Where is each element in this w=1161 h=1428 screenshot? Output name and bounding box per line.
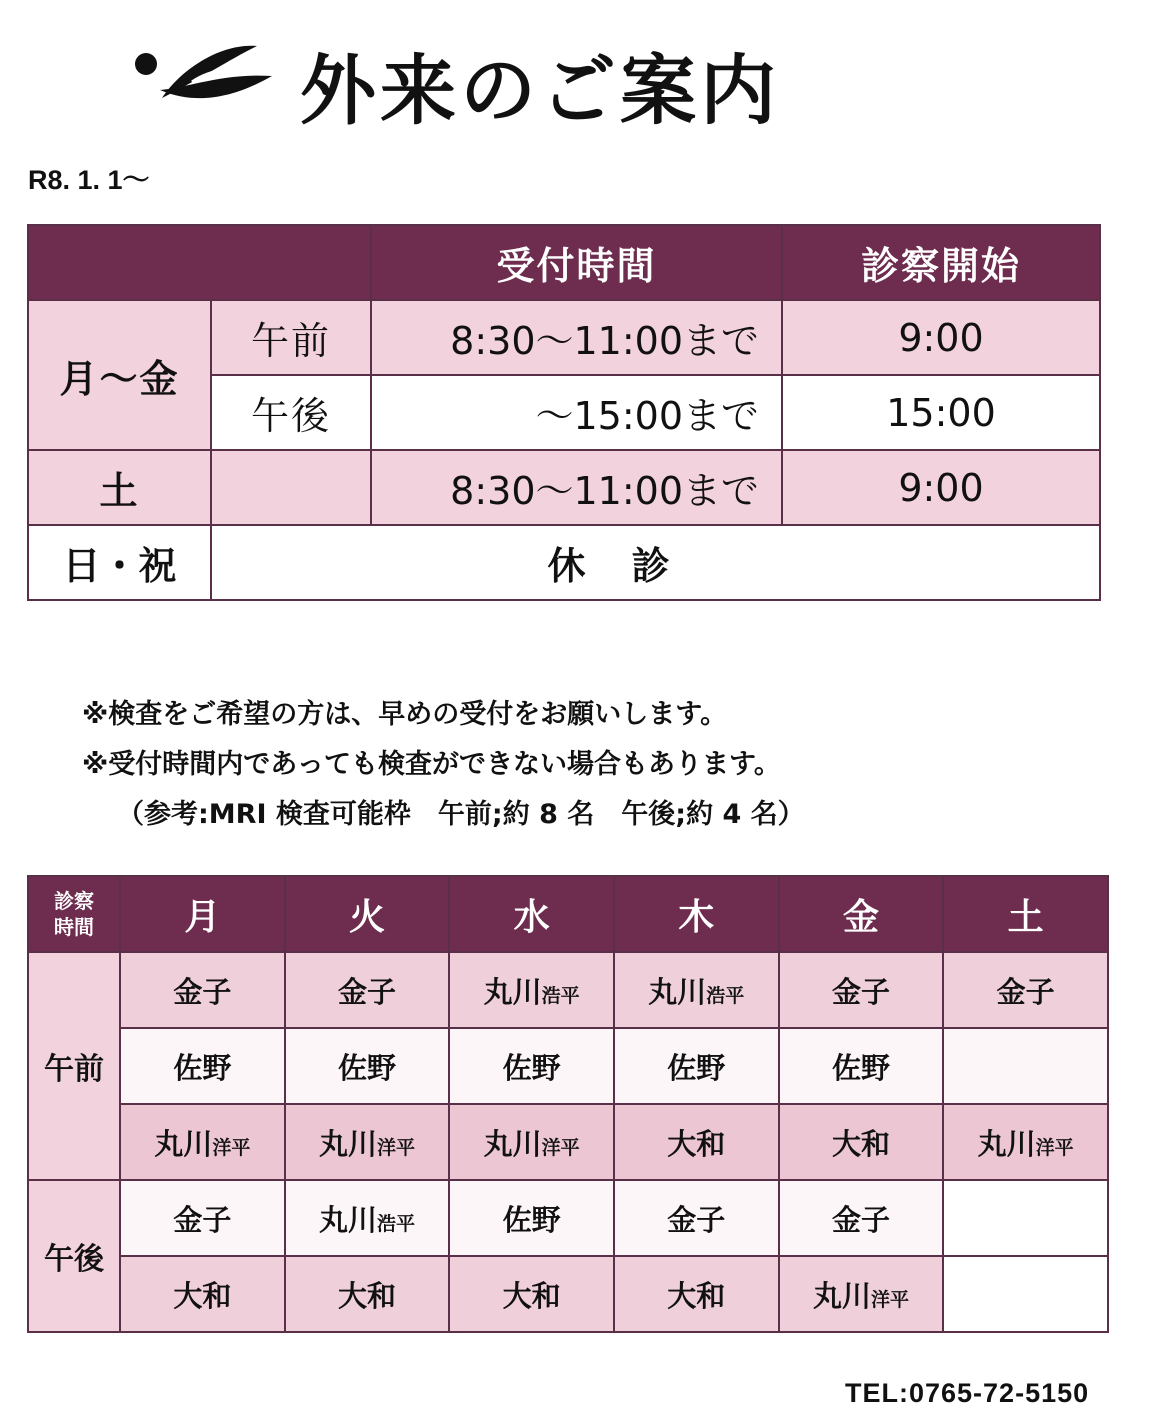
doctor-cell <box>120 1104 285 1180</box>
day-header-thu: 木 <box>614 876 779 952</box>
doctor-given-name: 洋平 <box>1035 1136 1074 1159</box>
am-session-label: 午前 <box>28 952 120 1180</box>
doctor-given-name: 洋平 <box>212 1136 251 1159</box>
doctor-cell <box>943 1104 1108 1180</box>
note-reference: （参考:MRI 検査可能枠 午前;約 8 名 午後;約 4 名） <box>117 799 805 830</box>
schedule-row <box>28 1256 1108 1332</box>
doctor-given-name: 洋平 <box>376 1136 415 1159</box>
am-label: 午前 <box>211 300 371 375</box>
effective-date: R8. 1. 1～ <box>28 165 150 195</box>
doctor-given-name: 洋平 <box>541 1136 580 1159</box>
saturday-empty <box>211 450 371 525</box>
doctor-cell <box>285 1104 450 1180</box>
doctor-cell <box>449 1256 614 1332</box>
doctor-surname: 佐野 <box>502 1050 561 1085</box>
doctor-surname: 大和 <box>173 1278 232 1313</box>
doctor-cell <box>614 1256 779 1332</box>
doctor-surname: 丸川 <box>318 1202 377 1237</box>
doctor-surname: 佐野 <box>667 1050 726 1085</box>
telephone-number: TEL:0765-72-5150 <box>845 1378 1090 1408</box>
doctor-surname: 大和 <box>831 1126 890 1161</box>
doctor-cell <box>943 1028 1108 1104</box>
weekday-pm-start: 15:00 <box>782 375 1100 450</box>
doctor-cell <box>614 952 779 1028</box>
doctor-cell <box>779 952 944 1028</box>
doctor-surname: 丸川 <box>483 974 542 1009</box>
day-header-tue: 火 <box>285 876 450 952</box>
doctor-surname: 大和 <box>667 1278 726 1313</box>
note-line: ※検査をご希望の方は、早めの受付をお願いします。 <box>82 699 728 730</box>
hours-header-row <box>28 225 1100 300</box>
schedule-row <box>28 1180 1108 1256</box>
doctor-surname: 金子 <box>173 1202 232 1237</box>
day-header-fri: 金 <box>779 876 944 952</box>
pm-session-label: 午後 <box>28 1180 120 1332</box>
schedule-row <box>28 1028 1108 1104</box>
doctor-cell <box>120 1256 285 1332</box>
corner-line: 診察 <box>54 889 94 913</box>
leaf-logo-icon <box>132 38 277 108</box>
holiday-label: 日・祝 <box>28 525 211 600</box>
doctor-surname: 金子 <box>337 974 396 1009</box>
schedule-corner <box>28 876 120 952</box>
doctor-surname: 大和 <box>337 1278 396 1313</box>
doctor-surname: 佐野 <box>831 1050 890 1085</box>
doctor-surname: 金子 <box>831 974 890 1009</box>
doctor-cell <box>614 1104 779 1180</box>
doctor-surname: 丸川 <box>977 1126 1036 1161</box>
holiday-row <box>28 525 1100 600</box>
note-line: ※受付時間内であっても検査ができない場合もあります。 <box>82 749 781 780</box>
weekday-am-start: 9:00 <box>782 300 1100 375</box>
doctor-cell <box>449 1028 614 1104</box>
reception-time-header: 受付時間 <box>371 225 782 300</box>
doctor-surname: 金子 <box>667 1202 726 1237</box>
weekday-label: 月～金 <box>28 300 211 450</box>
doctor-given-name: 浩平 <box>541 984 580 1007</box>
notes <box>82 690 805 840</box>
doctor-cell <box>943 1180 1108 1256</box>
doctor-cell <box>943 1256 1108 1332</box>
weekday-pm-reception: ～15:00まで <box>371 375 782 450</box>
doctor-schedule-table <box>27 875 1109 1333</box>
weekday-am-reception: 8:30～11:00まで <box>371 300 782 375</box>
doctor-cell <box>779 1180 944 1256</box>
doctor-given-name: 浩平 <box>706 984 745 1007</box>
doctor-surname: 大和 <box>667 1126 726 1161</box>
doctor-surname: 金子 <box>831 1202 890 1237</box>
exam-start-header: 診察開始 <box>782 225 1100 300</box>
doctor-surname: 金子 <box>996 974 1055 1009</box>
schedule-header-row <box>28 876 1108 952</box>
doctor-given-name: 浩平 <box>376 1212 415 1235</box>
doctor-surname: 佐野 <box>502 1202 561 1237</box>
page-title: 外来のご案内 <box>300 46 780 135</box>
hours-table <box>27 224 1101 601</box>
schedule-body <box>28 952 1108 1332</box>
doctor-surname: 大和 <box>502 1278 561 1313</box>
doctor-cell <box>285 1180 450 1256</box>
doctor-surname: 丸川 <box>483 1126 542 1161</box>
doctor-cell <box>779 1028 944 1104</box>
pm-label: 午後 <box>211 375 371 450</box>
doctor-surname: 佐野 <box>337 1050 396 1085</box>
schedule-row <box>28 952 1108 1028</box>
doctor-cell <box>285 1028 450 1104</box>
doctor-surname: 丸川 <box>154 1126 213 1161</box>
doctor-surname: 佐野 <box>173 1050 232 1085</box>
doctor-surname: 丸川 <box>648 974 707 1009</box>
doctor-cell <box>120 1180 285 1256</box>
day-header-mon: 月 <box>120 876 285 952</box>
saturday-row <box>28 450 1100 525</box>
hours-corner <box>28 225 371 300</box>
doctor-surname: 丸川 <box>318 1126 377 1161</box>
weekday-am-row <box>28 300 1100 375</box>
doctor-surname: 金子 <box>173 974 232 1009</box>
doctor-surname: 丸川 <box>812 1278 871 1313</box>
doctor-cell <box>449 952 614 1028</box>
day-header-sat: 土 <box>943 876 1108 952</box>
doctor-cell <box>614 1028 779 1104</box>
doctor-cell <box>779 1256 944 1332</box>
saturday-start: 9:00 <box>782 450 1100 525</box>
saturday-reception: 8:30～11:00まで <box>371 450 782 525</box>
corner-line: 時間 <box>54 915 94 939</box>
doctor-cell <box>285 952 450 1028</box>
doctor-given-name: 洋平 <box>870 1288 909 1311</box>
saturday-label: 土 <box>28 450 211 525</box>
day-header-wed: 水 <box>449 876 614 952</box>
doctor-cell <box>120 1028 285 1104</box>
doctor-cell <box>943 952 1108 1028</box>
holiday-closed-text: 休 診 <box>211 525 1100 600</box>
doctor-cell <box>120 952 285 1028</box>
doctor-cell <box>285 1256 450 1332</box>
doctor-cell <box>614 1180 779 1256</box>
doctor-cell <box>449 1104 614 1180</box>
doctor-cell <box>779 1104 944 1180</box>
schedule-row <box>28 1104 1108 1180</box>
doctor-cell <box>449 1180 614 1256</box>
